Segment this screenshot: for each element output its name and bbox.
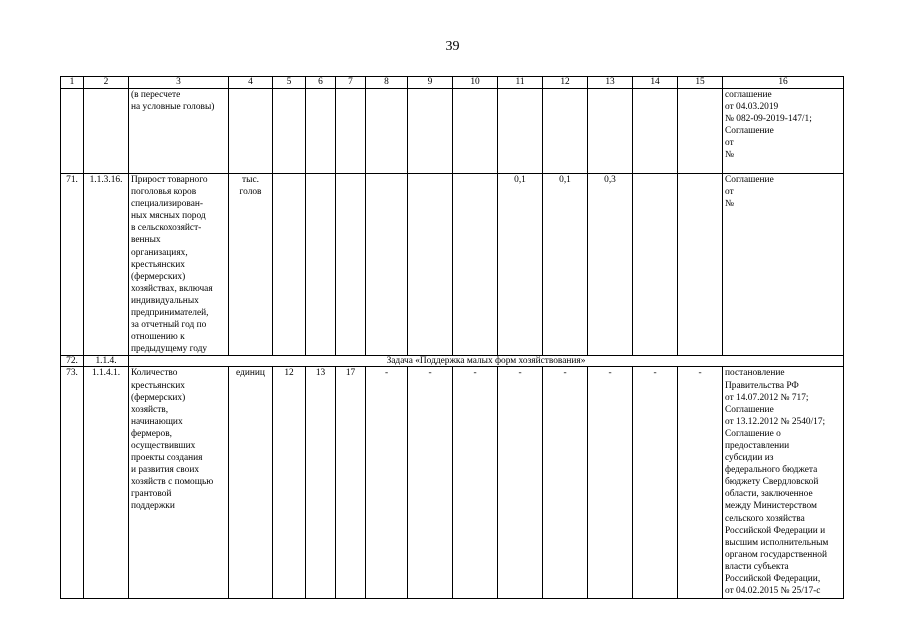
value-cell: [678, 174, 723, 356]
task-title-cell: Задача «Поддержка малых форм хозяйствования»: [129, 356, 844, 367]
column-number: 3: [129, 77, 229, 89]
value-cell: [543, 89, 588, 174]
value-cell: 13: [306, 367, 336, 599]
indicators-table: [60, 76, 844, 599]
value-cell: [498, 89, 543, 174]
value-cell: -: [678, 367, 723, 599]
value-cell: [408, 174, 453, 356]
column-number: 16: [723, 77, 844, 89]
value-cell: [306, 174, 336, 356]
row-number-cell: 71.: [61, 174, 84, 356]
column-number: 11: [498, 77, 543, 89]
page-number: 39: [445, 39, 460, 54]
value-cell: -: [588, 367, 633, 599]
value-cell: [588, 89, 633, 174]
value-cell: -: [408, 367, 453, 599]
indicator-name-cell: (в пересчете на условные головы): [129, 89, 229, 174]
value-cell: 17: [336, 367, 366, 599]
source-cell: Соглашение от №: [723, 174, 844, 356]
column-number: 9: [408, 77, 453, 89]
table-row: [61, 89, 844, 174]
value-cell: [453, 174, 498, 356]
value-cell: [336, 174, 366, 356]
column-number: 6: [306, 77, 336, 89]
value-cell: 0,1: [498, 174, 543, 356]
value-cell: -: [498, 367, 543, 599]
indicator-name-cell: Прирост товарного поголовья коров специализирован- ных мясных пород в сельскохозяйст- венных организациях, крестьянских (фермерских) хозяйствах, включая индивидуальных предпринимателей, за отчетный год по отношению к предыдущему году: [129, 174, 229, 356]
value-cell: [336, 89, 366, 174]
task-row: [61, 356, 844, 367]
unit-cell: тыс. голов: [229, 174, 273, 356]
column-number: 7: [336, 77, 366, 89]
column-number: 12: [543, 77, 588, 89]
code-cell: 1.1.4.1.: [84, 367, 129, 599]
column-number: 2: [84, 77, 129, 89]
column-number-row: [61, 77, 844, 89]
value-cell: -: [453, 367, 498, 599]
value-cell: 12: [273, 367, 306, 599]
column-number: 1: [61, 77, 84, 89]
indicator-name-cell: Количество крестьянских (фермерских) хозяйств, начинающих фермеров, осуществивших проекты создания и развития своих хозяйств с помощью грантовой поддержки: [129, 367, 229, 599]
value-cell: [453, 89, 498, 174]
value-cell: -: [366, 367, 408, 599]
value-cell: [366, 89, 408, 174]
row-number-cell: 72.: [61, 356, 84, 367]
value-cell: [633, 89, 678, 174]
column-number: 15: [678, 77, 723, 89]
source-cell: соглашение от 04.03.2019 № 082-09-2019-147/1; Соглашение от №: [723, 89, 844, 174]
table-row: [61, 367, 844, 599]
column-number: 14: [633, 77, 678, 89]
code-cell: 1.1.4.: [84, 356, 129, 367]
row-number-cell: 73.: [61, 367, 84, 599]
source-cell: постановление Правительства РФ от 14.07.2012 № 717; Соглашение от 13.12.2012 № 2540/17; Соглашение о предоставлении субсидии из федерального бюджета бюджету Свердловской области, заключенное между Министерством сельского хозяйства Российской Федерации и высшим исполнительным органом государственной власти субъекта Российской Федерации, от 04.02.2015 № 25/17-с: [723, 367, 844, 599]
value-cell: [633, 174, 678, 356]
value-cell: 0,3: [588, 174, 633, 356]
code-cell: 1.1.3.16.: [84, 174, 129, 356]
value-cell: -: [543, 367, 588, 599]
value-cell: 0,1: [543, 174, 588, 356]
value-cell: [408, 89, 453, 174]
value-cell: [306, 89, 336, 174]
column-number: 10: [453, 77, 498, 89]
value-cell: -: [633, 367, 678, 599]
column-number: 5: [273, 77, 306, 89]
column-number: 4: [229, 77, 273, 89]
column-number: 8: [366, 77, 408, 89]
value-cell: [678, 89, 723, 174]
table-row: [61, 174, 844, 356]
value-cell: [273, 89, 306, 174]
value-cell: [366, 174, 408, 356]
column-number: 13: [588, 77, 633, 89]
unit-cell: [229, 89, 273, 174]
unit-cell: единиц: [229, 367, 273, 599]
code-cell: [84, 89, 129, 174]
row-number-cell: [61, 89, 84, 174]
value-cell: [273, 174, 306, 356]
